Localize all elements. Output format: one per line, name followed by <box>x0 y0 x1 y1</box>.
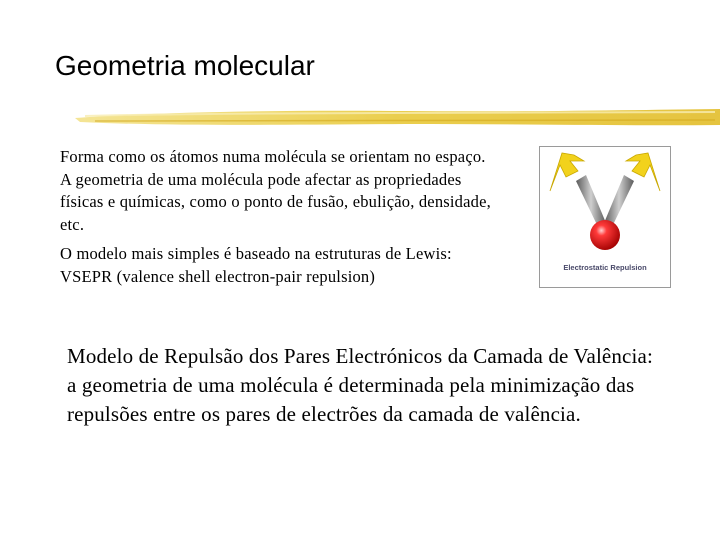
slide-title: Geometria molecular <box>55 50 315 81</box>
figure-caption: Electrostatic Repulsion <box>563 263 647 272</box>
vsepr-model-description: Modelo de Repulsão dos Pares Electrónicos da Camada de Valência: a geometria de uma molécula é determinada pela minimização das repulsões entre os pares de electrões da camada de valência. <box>67 344 653 426</box>
right-bond <box>604 175 634 227</box>
central-atom <box>590 220 620 250</box>
definition-paragraph: Forma como os átomos numa molécula se orientam no espaço. A geometria de uma molécula pode afectar as propriedades físicas e químicas, como o ponto de fusão, ebulição, densidade, etc. <box>60 147 491 234</box>
vsepr-paragraph: O modelo mais simples é baseado na estruturas de Lewis: VSEPR (valence shell electron-pair repulsion) <box>60 244 452 286</box>
left-bond <box>576 175 606 227</box>
electrostatic-repulsion-figure <box>539 146 671 288</box>
title-underline-brush <box>75 104 720 132</box>
